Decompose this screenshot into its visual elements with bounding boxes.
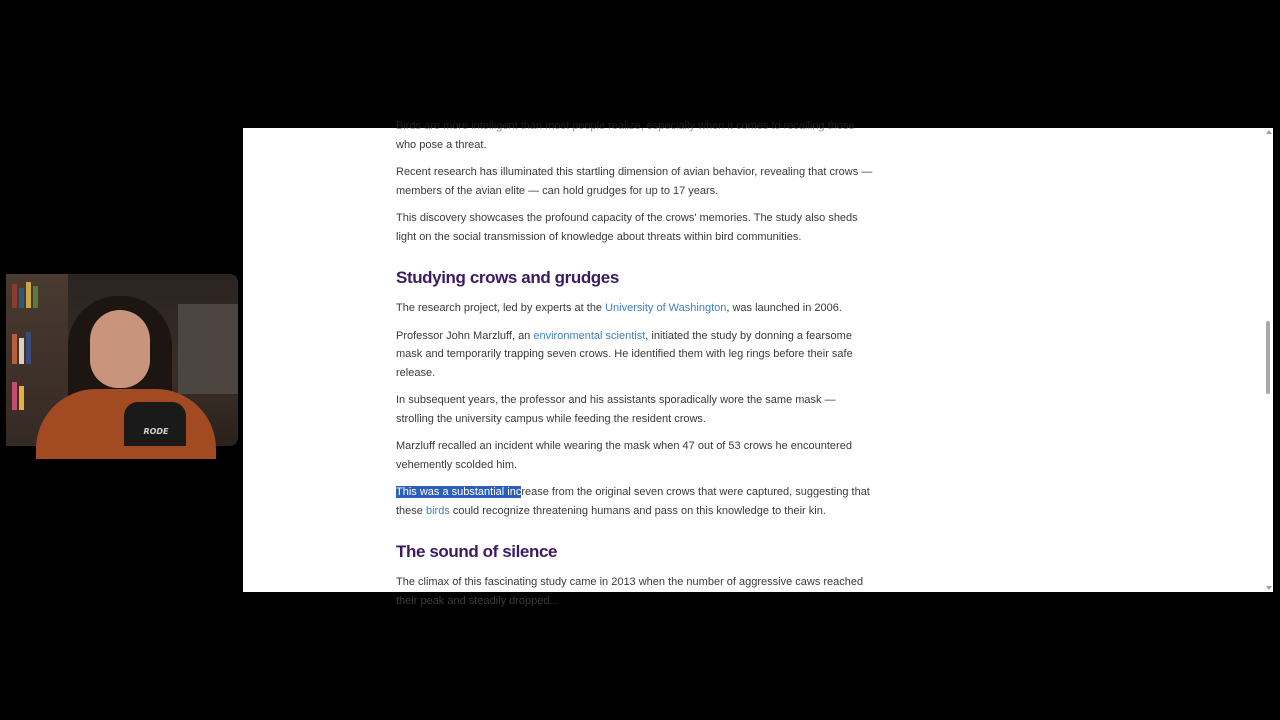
link-birds[interactable]: birds xyxy=(425,504,450,517)
paragraph-climax: The climax of this fascinating study came in 2013 when the number of aggressive caws reached their peak and steadily dropped... xyxy=(396,576,864,607)
p4-text: Professor John Marzluff, an xyxy=(396,329,534,342)
vertical-scrollbar[interactable] xyxy=(1264,128,1273,592)
background-window xyxy=(178,304,238,394)
paragraph-incident: Marzluff recalled an incident while wearing the mask when 47 out of 53 crows he encountered vehemently scolded him. xyxy=(396,440,852,471)
scroll-down-arrow-icon[interactable] xyxy=(1266,586,1272,590)
heading-sound-of-silence: The sound of silence xyxy=(396,542,558,561)
paragraph-subsequent: In subsequent years, the professor and his assistants sporadically wore the same mask — strolling the university campus while feeding the resident crows. xyxy=(396,394,836,425)
intro-paragraph xyxy=(396,117,876,154)
link-environmental-scientist[interactable]: environmental scientist xyxy=(533,329,646,342)
selected-text[interactable]: This was a substantial inc xyxy=(396,486,522,498)
paragraph-project xyxy=(396,299,876,318)
mic-brand-label: RODE xyxy=(143,427,169,436)
scrollbar-thumb[interactable] xyxy=(1266,321,1270,394)
paragraph-research: Recent research has illuminated this startling dimension of avian behavior, revealing that crows — members of the avian elite — can hold grudges for up to 17 years. xyxy=(396,166,873,197)
link-university-washington[interactable]: University of Washington xyxy=(605,302,727,314)
p3-text: The research project, led by experts at the xyxy=(396,302,606,314)
microphone xyxy=(124,402,186,446)
p3-text-end: , was launched in 2006. xyxy=(726,302,842,314)
heading-studying-crows: Studying crows and grudges xyxy=(396,268,619,287)
p7-text-end: could recognize threatening humans and pass on this knowledge to their kin. xyxy=(449,504,826,517)
paragraph-discovery: This discovery showcases the profound capacity of the crows' memories. The study also sheds light on the social transmission of knowledge about threats within bird communities. xyxy=(396,212,858,243)
p7-text: rease from the original seven crows that were captured, suggesting that these xyxy=(396,486,870,517)
scroll-up-arrow-icon[interactable] xyxy=(1266,130,1272,134)
article-body xyxy=(396,117,876,619)
p4-text-end: , initiated the study by donning a fearsome mask and temporarily trapping seven crows. He identified them with leg rings before their safe release. xyxy=(396,329,853,379)
browser-viewport xyxy=(243,120,1273,607)
paragraph-marzluff xyxy=(396,327,876,383)
webcam-overlay xyxy=(6,274,238,446)
intro-line-end: who pose a threat. xyxy=(396,138,487,151)
person-face xyxy=(90,310,150,388)
paragraph-increase xyxy=(396,483,876,520)
clipped-line: Birds are more intelligent than most people realize, especially when it comes to recalling those xyxy=(396,120,855,132)
